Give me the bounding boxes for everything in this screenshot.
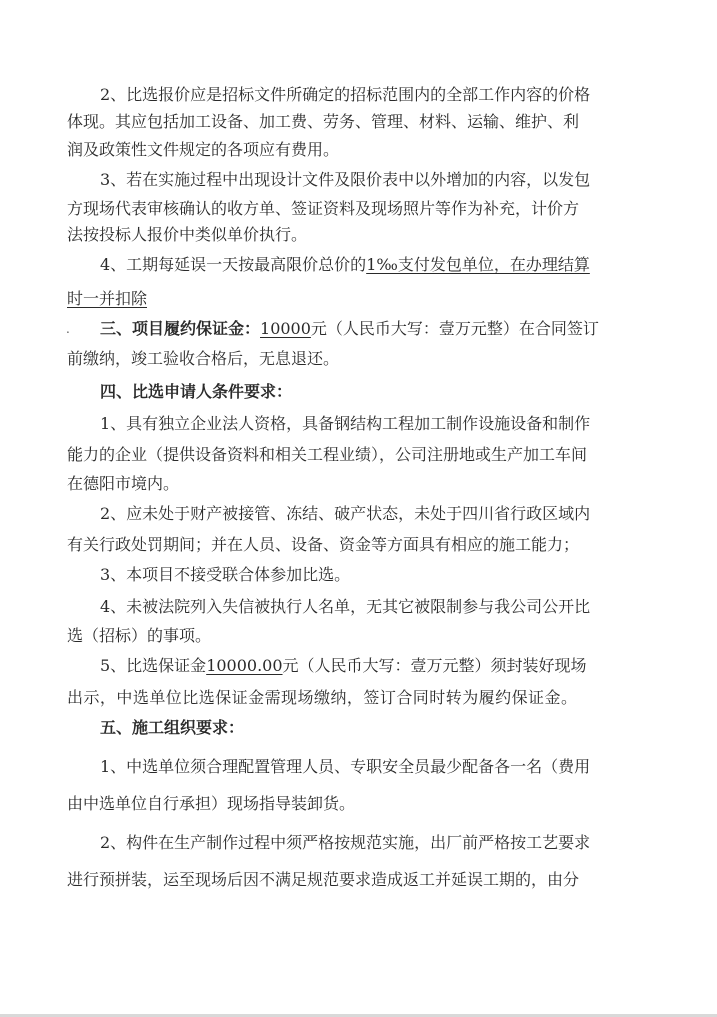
paragraph-line <box>100 85 591 105</box>
text-segment: 前缴纳，竣工验收合格后，无息退还。 <box>67 349 340 368</box>
paragraph-line <box>67 474 577 494</box>
paragraph-line <box>67 289 577 309</box>
text-segment: 元（人民币大写：壹万元整）须封装好现场 <box>282 656 587 675</box>
underlined-text: 1‰支付发包单位，在办理结算 <box>366 255 590 274</box>
paragraph-line <box>67 225 577 245</box>
underlined-text: 时一并扣除 <box>67 289 148 308</box>
text-segment: 有关行政处罚期间；并在人员、设备、资金等方面具有相应的施工能力； <box>67 535 580 554</box>
text-segment: 2、构件在生产制作过程中须严格按规范实施，出厂前严格按工艺要求 <box>100 833 591 852</box>
paragraph-line <box>100 565 577 585</box>
text-segment: 选（招标）的事项。 <box>67 626 212 645</box>
text-segment: 4、工期每延误一天按最高限价总价的 <box>100 255 367 274</box>
scan-mark: . <box>66 322 70 336</box>
text-segment: 1、具有独立企业法人资格，具备钢结构工程加工制作设施设备和制作 <box>100 414 591 433</box>
paragraph-line <box>100 597 591 617</box>
text-segment: 5、比选保证金 <box>100 656 207 675</box>
underlined-text: 10000 <box>260 319 311 338</box>
text-segment: 3、若在实施过程中出现设计文件及限价表中以外增加的内容，以发包 <box>100 170 591 189</box>
paragraph-line <box>100 656 587 676</box>
paragraph-line <box>67 688 577 708</box>
paragraph-line <box>100 833 591 853</box>
paragraph-line <box>100 255 590 275</box>
text-segment: 体现。其应包括加工设备、加工费、劳务、管理、材料、运输、维护、利 <box>67 112 580 131</box>
heading-text: 四、比选申请人条件要求： <box>100 382 293 401</box>
paragraph-line <box>67 626 577 646</box>
text-segment: 法按投标人报价中类似单价执行。 <box>67 225 308 244</box>
section-heading-line <box>100 718 577 738</box>
text-segment: 元（人民币大写：壹万元整）在合同签订 <box>310 319 599 338</box>
heading-text: 五、施工组织要求： <box>100 718 245 737</box>
paragraph-line <box>100 170 591 190</box>
text-segment: 出示，中选单位比选保证金需现场缴纳，签订合同时转为履约保证金。 <box>67 688 577 707</box>
paragraph-line <box>67 349 577 369</box>
paragraph-line <box>67 870 580 890</box>
text-segment: 润及政策性文件规定的各项应有费用。 <box>67 140 340 159</box>
text-segment: 1、中选单位须合理配置管理人员、专职安全员最少配备各一名（费用 <box>100 757 591 776</box>
text-segment: 4、未被法院列入失信被执行人名单，无其它被限制参与我公司公开比 <box>100 597 591 616</box>
paragraph-line <box>100 414 591 434</box>
text-segment: 由中选单位自行承担）现场指导装卸货。 <box>67 794 356 813</box>
paragraph-line <box>67 140 577 160</box>
section-heading-line <box>100 382 577 402</box>
text-segment: 2、比选报价应是招标文件所确定的招标范围内的全部工作内容的价格 <box>100 85 591 104</box>
text-segment: 能力的企业（提供设备资料和相关工程业绩），公司注册地或生产加工车间 <box>67 445 588 464</box>
paragraph-line <box>100 757 591 777</box>
text-segment: 3、本项目不接受联合体参加比选。 <box>100 565 351 584</box>
section-heading-line <box>100 319 599 339</box>
paragraph-line <box>67 445 588 465</box>
heading-text: 三、项目履约保证金： <box>100 319 261 338</box>
text-segment: 进行预拼装，运至现场后因不满足规范要求造成返工并延误工期的，由分 <box>67 870 580 889</box>
underlined-text: 10000.00 <box>206 656 283 675</box>
paragraph-line <box>67 535 580 555</box>
paragraph-line <box>67 199 580 219</box>
text-segment: 2、应未处于财产被接管、冻结、破产状态，未处于四川省行政区域内 <box>100 504 591 523</box>
paragraph-line <box>100 504 591 524</box>
text-segment: 在德阳市境内。 <box>67 474 180 493</box>
text-segment: 方现场代表审核确认的收方单、签证资料及现场照片等作为补充，计价方 <box>67 199 580 218</box>
paragraph-line <box>67 794 577 814</box>
paragraph-line <box>67 112 580 132</box>
